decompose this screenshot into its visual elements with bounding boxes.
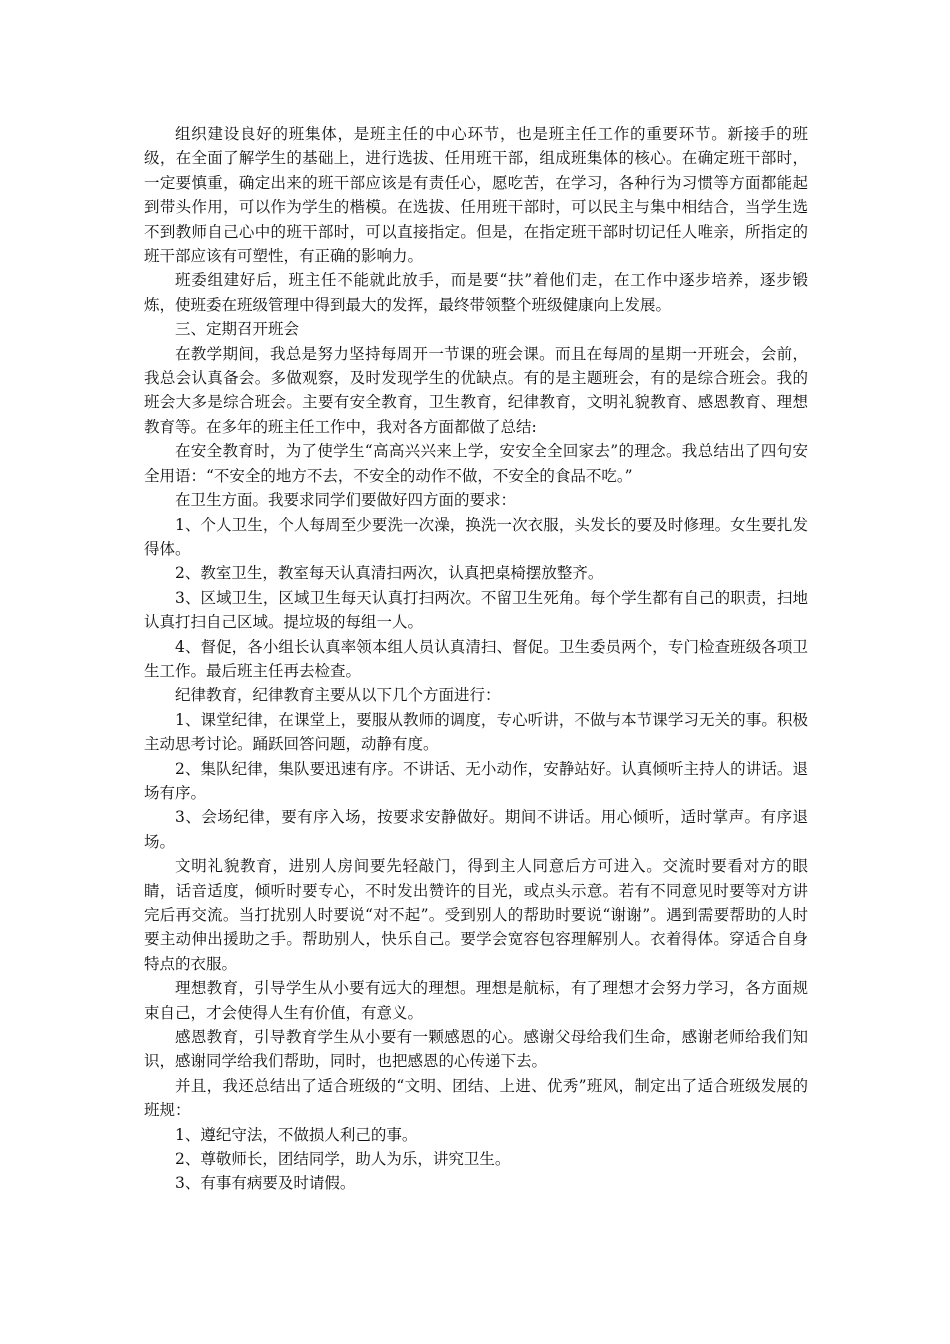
list-item-supervision: 4、督促，各小组长认真率领本组人员认真清扫、督促。卫生委员两个，专门检查班级各项卫生工作。最后班主任再去检查。 xyxy=(144,637,808,680)
list-item-personal-hygiene: 1、个人卫生，个人每周至少要洗一次澡，换洗一次衣服，头发长的要及时修理。女生要扎发得体。 xyxy=(144,515,808,558)
list-item-classroom-discipline: 1、课堂纪律，在课堂上，要服从教师的调度，专心听讲，不做与本节课学习无关的事。积极主动思考讨论。踊跃回答问题，动静有度。 xyxy=(144,710,808,754)
paragraph-hygiene-intro: 在卫生方面。我要求同学们要做好四方面的要求： xyxy=(175,491,517,510)
paragraph-class-rules-intro: 并且，我还总结出了适合班级的“文明、团结、上进、优秀”班风，制定出了适合班级发展的班规： xyxy=(144,1076,808,1120)
paragraph-gratitude-education: 感恩教育，引导教育学生从小要有一颗感恩的心。感谢父母给我们生命，感谢老师给我们知识，感谢同学给我们帮助，同时，也把感恩的心传递下去。 xyxy=(144,1028,808,1071)
paragraph-ideal-education: 理想教育，引导学生从小要有远大的理想。理想是航标，有了理想才会努力学习，各方面规束自己，才会使得人生有价值，有意义。 xyxy=(144,979,808,1022)
list-item-area-hygiene: 3、区域卫生，区域卫生每天认真打扫两次。不留卫生死角。每个学生都有自己的职责，扫地认真打扫自己区域。提垃圾的每组一人。 xyxy=(144,588,808,632)
paragraph-class-cadre-selection: 组织建设良好的班集体，是班主任的中心环节，也是班主任工作的重要环节。新接手的班级，在全面了解学生的基础上，进行选拔、任用班干部，组成班集体的核心。在确定班干部时，一定要慎重，确定出来的班干部应该是有责任心，愿吃苦，在学习，各种行为习惯等方面都能起到带头作用，可以作为学生的楷模。在选拔、任用班干部时，可以民主与集中相结合，当学生选不到教师自己心中的班干部时，可以直接指定。但是，在指定班干部时切记任人唯亲，所指定的班干部应该有可塑性，有正确的影响力。 xyxy=(144,125,808,266)
paragraph-safety-education: 在安全教育时，为了使学生“高高兴兴来上学，安安全全回家去”的理念。我总结出了四句安全用语：“不安全的地方不去，不安全的动作不做，不安全的食品不吃。” xyxy=(144,442,808,485)
paragraph-class-meeting: 在教学期间，我总是努力坚持每周开一节课的班会课。而且在每周的星期一开班会，会前，我总会认真备会。多做观察，及时发现学生的优缺点。有的是主题班会，有的是综合班会。我的班会大多是综合班会。主要有安全教育，卫生教育，纪律教育，文明礼貌教育、感恩教育、理想教育等。在多年的班主任工作中，我对各方面都做了总结: xyxy=(144,344,808,436)
list-item-rule-1: 1、遵纪守法，不做损人利己的事。 xyxy=(175,1125,418,1144)
section-heading-class-meeting: 三、定期召开班会 xyxy=(175,320,300,339)
paragraph-discipline-intro: 纪律教育，纪律教育主要从以下几个方面进行： xyxy=(175,686,501,705)
list-item-classroom-hygiene: 2、教室卫生，教室每天认真清扫两次，认真把桌椅摆放整齐。 xyxy=(175,564,604,583)
list-item-venue-discipline: 3、会场纪律，要有序入场，按要求安静做好。期间不讲话。用心倾听，适时掌声。有序退场。 xyxy=(144,808,808,851)
list-item-rule-3: 3、有事有病要及时请假。 xyxy=(175,1174,356,1193)
list-item-rule-2: 2、尊敬师长，团结同学，助人为乐，讲究卫生。 xyxy=(175,1150,511,1169)
list-item-assembly-discipline: 2、集队纪律，集队要迅速有序。不讲话、无小动作，安静站好。认真倾听主持人的讲话。退场有序。 xyxy=(144,759,808,802)
document-body xyxy=(144,122,808,1196)
paragraph-class-committee-training: 班委组建好后，班主任不能就此放手，而是要“扶”着他们走，在工作中逐步培养，逐步锻炼，使班委在班级管理中得到最大的发挥，最终带领整个班级健康向上发展。 xyxy=(144,271,808,314)
paragraph-etiquette-education: 文明礼貌教育，进别人房间要先轻敲门，得到主人同意后方可进入。交流时要看对方的眼睛，话音适度，倾听时要专心，不时发出赞许的目光，或点头示意。若有不同意见时要等对方讲完后再交流。当打扰别人时要说“对不起”。受到别人的帮助时要说“谢谢”。遇到需要帮助的人时要主动伸出援助之手。帮助别人，快乐自己。要学会宽容包容理解别人。衣着得体。穿适合自身特点的衣服。 xyxy=(144,857,808,973)
